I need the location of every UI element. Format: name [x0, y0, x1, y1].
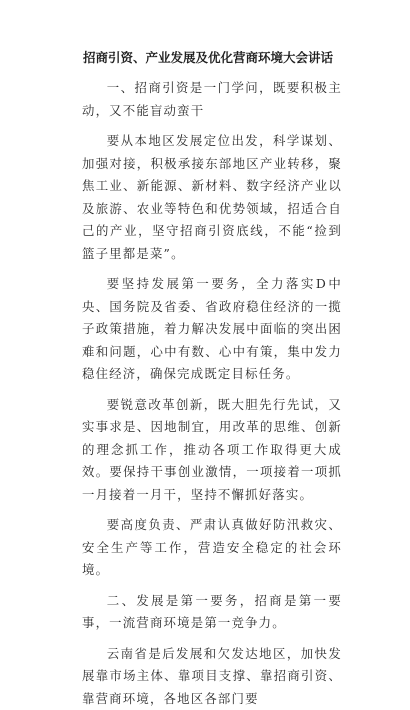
document-title: 招商引资、产业发展及优化营商环境大会讲话 — [78, 49, 338, 67]
body-paragraph: 要锐意改革创新，既大胆先行先试，又实事求是、因地制宜，用改革的思维、创新的理念抓工作，推动各项工作取得更大成效。要保持干事创业激情，一项接着一项抓一月接着一月干，坚持不懈抓好落实。 — [82, 394, 342, 507]
section-heading-1: 一、招商引资是一门学问，既要积极主动，又不能盲动蛮干 — [82, 77, 342, 122]
section-heading-2: 二、发展是第一要务，招商是第一要事，一流营商环境是第一竞争力。 — [82, 590, 342, 635]
body-paragraph: 云南省是后发展和欠发达地区，加快发展靠市场主体、靠项目支撑、靠招商引资、靠营商环境，各地区各部门要 — [82, 643, 342, 710]
body-paragraph: 要从本地区发展定位出发，科学谋划、加强对接，积极承接东部地区产业转移，聚焦工业、新能源、新材料、数字经济产业以及旅游、农业等特色和优势领域，招适合自己的产业，坚守招商引资底线，不能“捡到篮子里都是菜”。 — [82, 130, 342, 265]
body-paragraph: 要高度负责、严肃认真做好防汛救灾、安全生产等工作，营造安全稳定的社会环境。 — [82, 514, 342, 582]
body-paragraph: 要坚持发展第一要务，全力落实D中央、国务院及省委、省政府稳住经济的一揽子政策措施，着力解决发展中面临的突出困难和问题，心中有数、心中有策，集中发力稳住经济，确保完成既定目标任务。 — [82, 273, 342, 386]
